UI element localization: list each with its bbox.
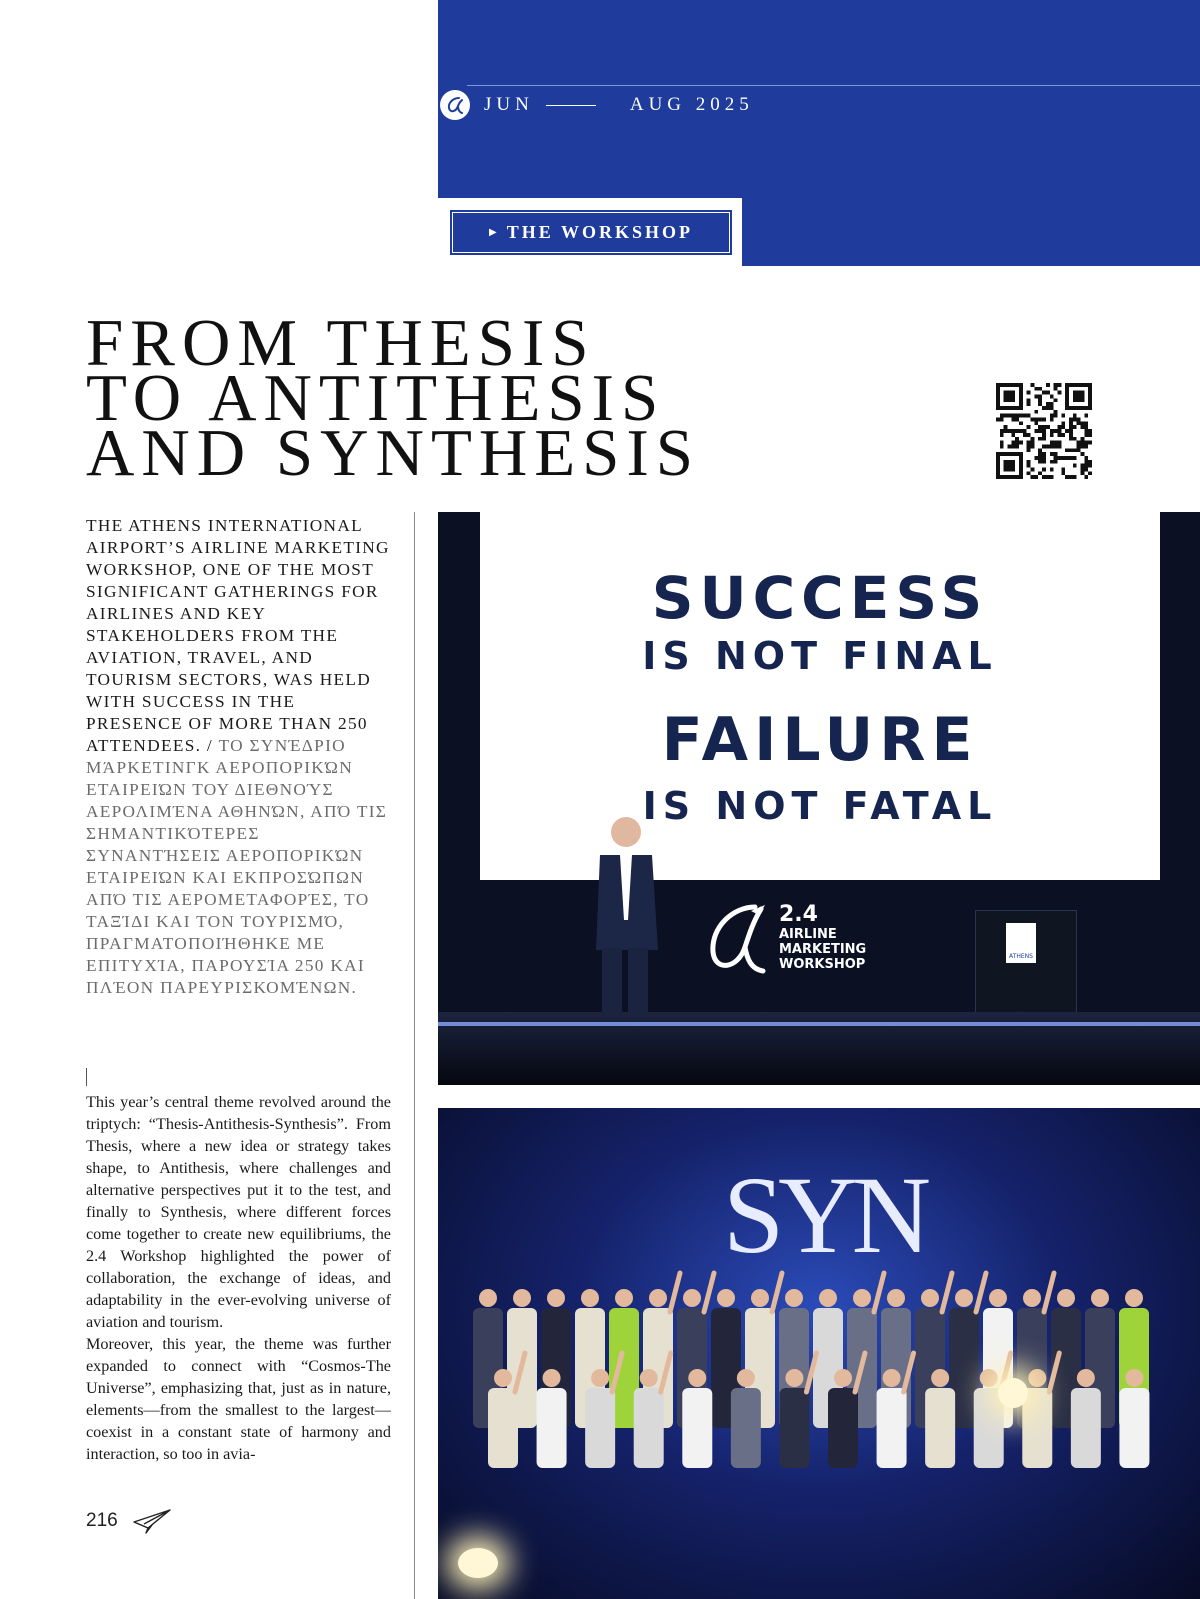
body-paragraph-2: Moreover, this year, the theme was further expanded to connect with “Cosmos-The Universe”, emphasizing that, just as in nature, elements—from the smallest to the largest—coexist in a constant state of harmony and interaction, so too in avia- — [86, 1335, 391, 1463]
aia-logo-icon — [440, 90, 470, 120]
qr-code[interactable] — [996, 383, 1092, 479]
photo-speaker-stage — [438, 512, 1200, 1085]
triangle-right-icon: ▶ — [489, 227, 497, 238]
title-line-2: TO ANTITHESIS — [86, 361, 666, 435]
text-marker — [86, 1068, 87, 1086]
screen-line-3: FAILURE — [661, 705, 979, 775]
page-title — [86, 306, 701, 490]
screen-line-2: IS NOT FINAL — [642, 634, 998, 678]
stage-light-strip — [438, 1022, 1200, 1026]
event-name-1: AIRLINE — [779, 926, 837, 942]
body-paragraph-1: This year’s central theme revolved around the triptych: “Thesis-Antithesis-Synthesis”. From Thesis, where a new idea or strategy takes shape, to Antithesis, where challenges and alternative perspectives put it to the test, and finally to Synthesis, where different forces come together to create new equilibriums, the 2.4 Workshop highlighted the power of collaboration, the exchange of ideas, and adaptability in the ever-evolving universe of aviation and tourism. — [86, 1093, 391, 1331]
event-name-2: MARKETING — [779, 941, 867, 957]
stage-spotlight-right — [998, 1378, 1028, 1408]
issue-dates — [440, 90, 754, 120]
lead-greek: ΤΟ ΣΥΝΈΔΡΙΟ ΜΆΡΚΕΤΙΝΓΚ ΑΕΡΟΠΟΡΙΚΏΝ ΕΤΑΙΡΕΙΏΝ ΤΟΥ ΔΙΕΘΝΟΎΣ ΑΕΡΟΛΙΜΈΝΑ ΑΘΗΝΏΝ, ΑΠΌ ΤΙΣ ΣΗΜΑΝΤΙΚΌΤΕΡΕΣ ΣΥΝΑΝΤΉΣΕΙΣ ΑΕΡΟΠΟΡΙΚΏΝ ΕΤΑΙΡΕΙΏΝ ΚΑΙ ΕΚΠΡΟΣΏΠΩΝ ΑΠΌ ΤΙΣ ΑΕΡΟΜΕΤΑΦΟΡΈΣ, ΤΟ ΤΑΞΊΔΙ ΚΑΙ ΤΟΝ ΤΟΥΡΙΣΜΌ, ΠΡΑΓΜΑΤΟΠΟΙΉΘΗΚΕ ΜΕ ΕΠΙΤΥΧΊΑ, ΠΑΡΟΥΣΊΑ 250 ΚΑΙ ΠΛΈΟΝ ΠΑΡΕΥΡΙΣΚΟΜΈΝΩΝ. — [86, 736, 388, 997]
podium-badge — [1006, 923, 1036, 963]
lead-separator: / — [206, 736, 213, 755]
title-line-3: AND SYNTHESIS — [86, 416, 701, 490]
issue-start: JUN — [484, 94, 534, 115]
title-line-1: FROM THESIS — [86, 306, 596, 380]
paper-plane-icon — [132, 1508, 172, 1534]
body-text — [86, 1091, 391, 1465]
alpha-logo-icon — [703, 897, 773, 977]
event-name-3: WORKSHOP — [779, 956, 866, 972]
header-rule — [467, 85, 1200, 86]
backdrop-text: SYN — [723, 1154, 926, 1276]
screen-line-4: IS NOT FATAL — [642, 784, 998, 828]
section-tag-label: THE WORKSHOP — [506, 222, 693, 242]
lead-english: THE ATHENS INTERNATIONAL AIRPORT’S AIRLINE MARKETING WORKSHOP, ONE OF THE MOST SIGNIFICANT GATHERINGS FOR AIRLINES AND KEY STAKEHOLDERS FROM THE AVIATION, TRAVEL, AND TOURISM SECTORS, WAS HELD WITH SUCCESS IN THE PRESENCE OF MORE THAN 250 ATTENDEES. — [86, 516, 390, 755]
header-band-lower — [742, 198, 1200, 266]
page-number: 216 — [86, 1510, 118, 1531]
section-tag — [452, 212, 730, 253]
crowd-figures — [468, 1268, 1188, 1568]
issue-end: AUG 2025 — [629, 94, 754, 115]
folio — [86, 1508, 172, 1534]
issue-dash — [546, 105, 596, 106]
event-number: 2.4 — [779, 901, 818, 927]
podium-badge-label: ATHENS — [1009, 953, 1033, 960]
screen-line-1: SUCCESS — [651, 564, 989, 632]
stage-spotlight-left — [458, 1548, 498, 1578]
lead-paragraph — [86, 515, 396, 999]
column-divider — [414, 512, 415, 1599]
photo-group — [438, 1108, 1200, 1599]
event-logo — [703, 897, 866, 977]
